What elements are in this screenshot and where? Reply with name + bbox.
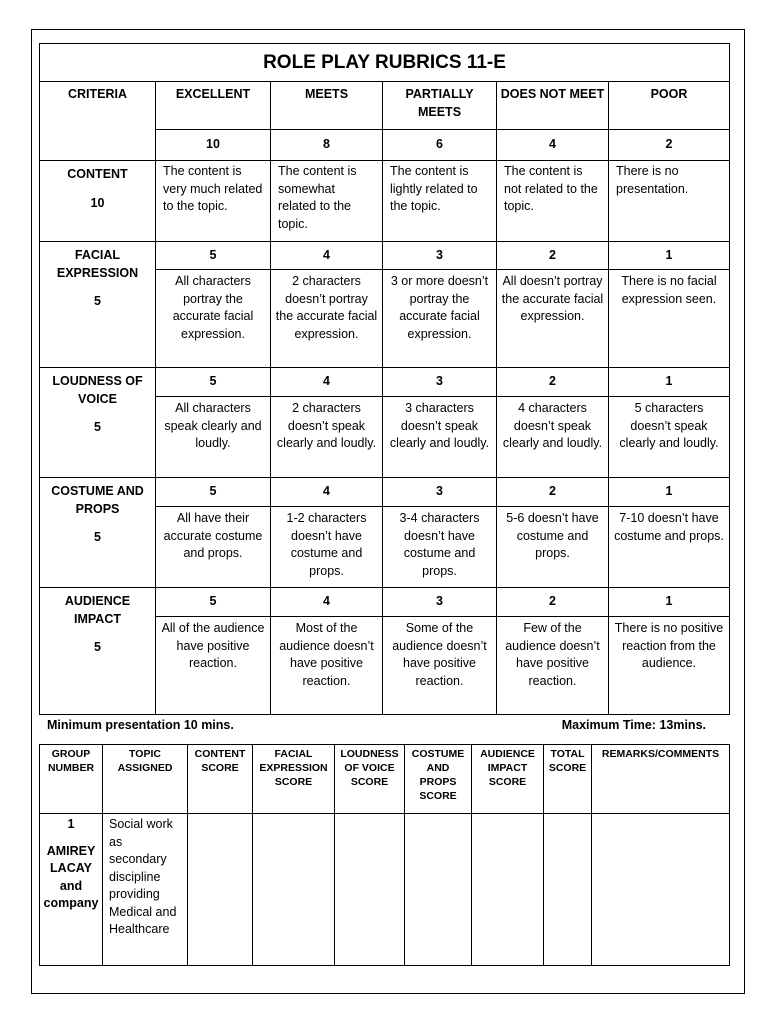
score-cell: 1 <box>609 242 730 270</box>
col-content-score: CONTENT SCORE <box>188 745 253 814</box>
description-cell: The content is not related to the topic. <box>497 161 609 242</box>
col-costume-and-props-score: COSTUME AND PROPS SCORE <box>405 745 472 814</box>
description-cell: 3 or more doesn’t portray the accurate facial expression. <box>383 270 497 368</box>
criterion-name: AUDIENCE IMPACT <box>64 594 131 626</box>
score-cell: 4 <box>271 368 383 397</box>
description-cell: There is no facial expression seen. <box>609 270 730 368</box>
criterion-points: 5 <box>94 640 101 654</box>
level-points: 10 <box>156 130 271 161</box>
description-cell: 7-10 doesn’t have costume and props. <box>609 507 730 588</box>
loudness-score-cell[interactable] <box>335 814 405 966</box>
table-row <box>40 814 730 966</box>
description-cell: 5-6 doesn’t have costume and props. <box>497 507 609 588</box>
description-cell: There is no positive reaction from the audience. <box>609 617 730 715</box>
description-cell: 2 characters doesn’t speak clearly and loudly. <box>271 397 383 478</box>
score-cell: 5 <box>156 242 271 270</box>
level-points: 2 <box>609 130 730 161</box>
col-audience-impact-score: AUDIENCE IMPACT SCORE <box>472 745 544 814</box>
criterion-facial-expression <box>40 242 156 368</box>
description-cell: All have their accurate costume and props. <box>156 507 271 588</box>
remarks-cell[interactable] <box>592 814 730 966</box>
score-cell: 4 <box>271 588 383 617</box>
score-cell: 1 <box>609 478 730 507</box>
criterion-name: COSTUME AND PROPS <box>51 484 144 516</box>
score-cell: 2 <box>497 588 609 617</box>
criterion-costume-and-props <box>40 478 156 588</box>
description-cell: 1-2 characters doesn’t have costume and props. <box>271 507 383 588</box>
group-cell <box>40 814 103 966</box>
score-cell: 2 <box>497 368 609 397</box>
content-score-cell[interactable] <box>188 814 253 966</box>
score-cell: 1 <box>609 368 730 397</box>
criterion-points: 10 <box>90 195 105 210</box>
description-cell: The content is somewhat related to the topic. <box>271 161 383 242</box>
col-group-number: GROUP NUMBER <box>40 745 103 814</box>
col-remarks-comments: REMARKS/COMMENTS <box>592 745 730 814</box>
col-facial-expression-score: FACIAL EXPRESSION SCORE <box>253 745 335 814</box>
level-points: 8 <box>271 130 383 161</box>
description-cell: There is no presentation. <box>609 161 730 242</box>
total-score-cell[interactable] <box>544 814 592 966</box>
minimum-time-note: Minimum presentation 10 mins. <box>47 718 234 732</box>
rubric-title: ROLE PLAY RUBRICS 11-E <box>40 44 730 82</box>
group-name: AMIREY LACAY and company <box>43 843 99 910</box>
description-cell: All doesn’t portray the accurate facial expression. <box>497 270 609 368</box>
description-cell: All of the audience have positive reaction. <box>156 617 271 715</box>
score-cell: 2 <box>497 478 609 507</box>
description-cell: Some of the audience doesn’t have positive reaction. <box>383 617 497 715</box>
level-header-excellent: EXCELLENT <box>156 82 271 130</box>
score-cell: 3 <box>383 242 497 270</box>
criterion-audience-impact <box>40 588 156 715</box>
criterion-loudness-of-voice <box>40 368 156 478</box>
description-cell: Most of the audience doesn’t have positive reaction. <box>271 617 383 715</box>
audience-score-cell[interactable] <box>472 814 544 966</box>
col-total-score: TOTAL SCORE <box>544 745 592 814</box>
level-points: 6 <box>383 130 497 161</box>
col-topic-assigned: TOPIC ASSIGNED <box>103 745 188 814</box>
criterion-points: 5 <box>94 294 101 308</box>
costume-score-cell[interactable] <box>405 814 472 966</box>
criterion-name: CONTENT <box>67 167 128 181</box>
criterion-name: LOUDNESS OF VOICE <box>52 374 143 406</box>
maximum-time-note: Maximum Time: 13mins. <box>561 718 706 732</box>
criteria-header: CRITERIA <box>40 82 156 161</box>
criterion-points: 5 <box>94 420 101 434</box>
criterion-name: FACIAL EXPRESSION <box>56 248 139 280</box>
description-cell: Few of the audience doesn’t have positive reaction. <box>497 617 609 715</box>
level-header-does-not-meet: DOES NOT MEET <box>497 82 609 130</box>
description-cell: All characters portray the accurate facial expression. <box>156 270 271 368</box>
score-cell: 1 <box>609 588 730 617</box>
level-header-meets: MEETS <box>271 82 383 130</box>
score-sheet-table <box>39 744 730 966</box>
criterion-content <box>40 161 156 242</box>
description-cell: The content is very much related to the topic. <box>156 161 271 242</box>
group-number: 1 <box>67 817 75 831</box>
description-cell: 3 characters doesn’t speak clearly and loudly. <box>383 397 497 478</box>
score-cell: 4 <box>271 478 383 507</box>
score-cell: 3 <box>383 478 497 507</box>
level-header-poor: POOR <box>609 82 730 130</box>
level-points: 4 <box>497 130 609 161</box>
description-cell: 5 characters doesn’t speak clearly and loudly. <box>609 397 730 478</box>
description-cell: 4 characters doesn’t speak clearly and loudly. <box>497 397 609 478</box>
score-cell: 2 <box>497 242 609 270</box>
description-cell: All characters speak clearly and loudly. <box>156 397 271 478</box>
score-cell: 4 <box>271 242 383 270</box>
score-cell: 3 <box>383 588 497 617</box>
description-cell: 2 characters doesn’t portray the accurate facial expression. <box>271 270 383 368</box>
rubric-table <box>39 43 730 715</box>
description-cell: 3-4 characters doesn’t have costume and props. <box>383 507 497 588</box>
col-loudness-of-voice-score: LOUDNESS OF VOICE SCORE <box>335 745 405 814</box>
score-cell: 5 <box>156 368 271 397</box>
score-cell: 5 <box>156 478 271 507</box>
topic-cell: Social work as secondary discipline providing Medical and Healthcare <box>103 814 188 966</box>
score-cell: 5 <box>156 588 271 617</box>
score-cell: 3 <box>383 368 497 397</box>
description-cell: The content is lightly related to the topic. <box>383 161 497 242</box>
facial-score-cell[interactable] <box>253 814 335 966</box>
criterion-points: 5 <box>94 530 101 544</box>
level-header-partially-meets: PARTIALLY MEETS <box>383 82 497 130</box>
